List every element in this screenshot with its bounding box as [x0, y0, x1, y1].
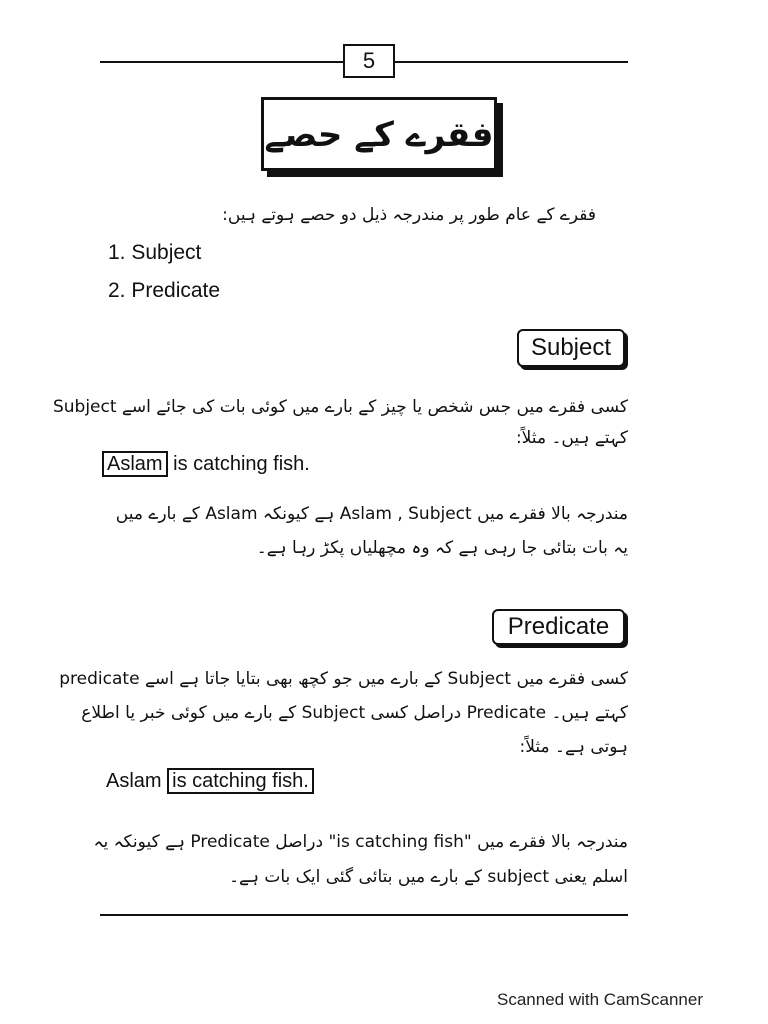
page-number: 5	[343, 44, 395, 78]
predicate-example-highlight: is catching fish.	[167, 768, 314, 794]
predicate-definition-line1: کسی فقرے میں Subject کے بارے میں جو کچھ بھی بتایا جاتا ہے اسے predicate	[59, 669, 628, 689]
predicate-example-subject: Aslam	[106, 770, 168, 792]
subject-definition-line1: کسی فقرے میں جس شخص یا چیز کے بارے میں کوئی بات کی جائے اسے Subject	[52, 397, 628, 417]
subject-explanation-line1: مندرجہ بالا فقرے میں Aslam , Subject ہے کیونکہ Aslam کے بارے میں	[115, 504, 628, 524]
camscanner-watermark: Scanned with CamScanner	[497, 990, 704, 1009]
predicate-definition-line2: کہتے ہیں۔ Predicate دراصل کسی Subject کے بارے میں کوئی خبر یا اطلاع	[81, 703, 628, 723]
page-title: فقرے کے حصے	[261, 97, 497, 171]
intro-text: فقرے کے عام طور پر مندرجہ ذیل دو حصے ہوتے ہیں:	[222, 205, 596, 225]
subject-explanation-line2: یہ بات بتائی جا رہی ہے کہ وہ مچھلیاں پکڑ رہا ہے۔	[256, 538, 628, 558]
subject-example	[102, 453, 310, 476]
top-rule-right	[395, 61, 628, 63]
predicate-explanation-line1: مندرجہ بالا فقرے میں "is catching fish" دراصل Predicate ہے کیونکہ یہ	[93, 832, 628, 852]
subject-example-rest: is catching fish.	[167, 453, 310, 475]
bottom-rule	[100, 914, 628, 916]
subject-example-highlight: Aslam	[102, 451, 168, 477]
list-item-subject: 1. Subject	[108, 241, 202, 264]
predicate-example	[106, 770, 314, 793]
top-rule-left	[100, 61, 345, 63]
predicate-definition-line3: ہوتی ہے۔ مثلاً:	[519, 737, 628, 757]
predicate-explanation-line2: اسلم یعنی subject کے بارے میں بتائی گئی ایک بات ہے۔	[229, 867, 628, 887]
list-item-predicate: 2. Predicate	[108, 279, 221, 302]
subject-heading: Subject	[517, 329, 625, 367]
subject-definition-line2: کہتے ہیں۔ مثلاً:	[515, 428, 628, 448]
predicate-heading: Predicate	[492, 609, 625, 645]
